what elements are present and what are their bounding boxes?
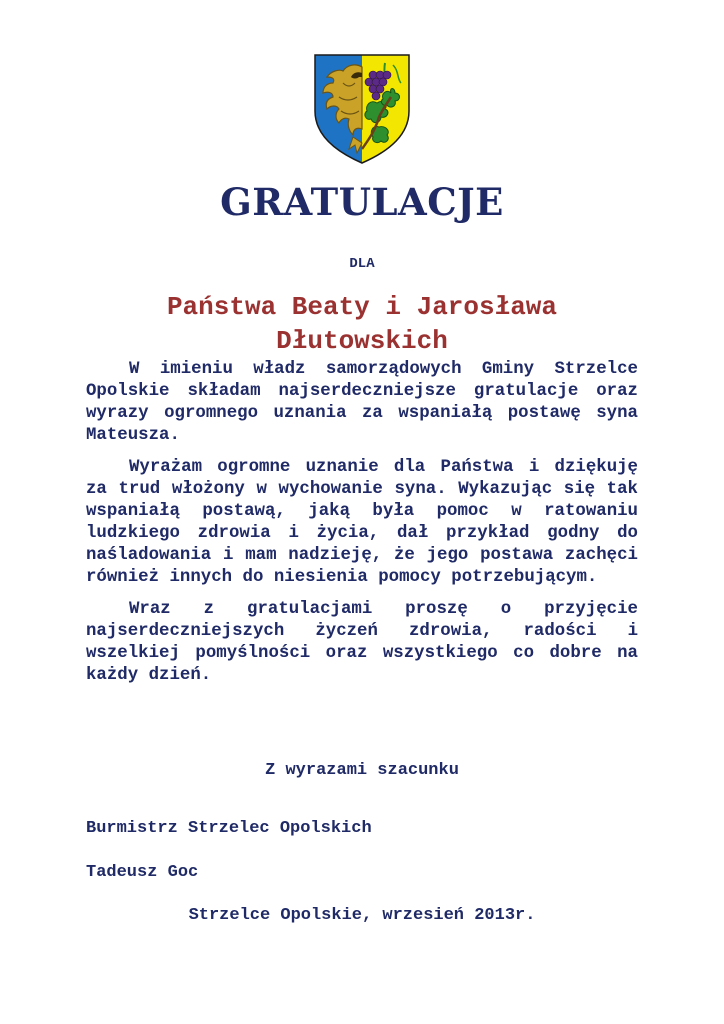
- place-and-date: Strzelce Opolskie, wrzesień 2013r.: [188, 906, 536, 925]
- letter-body: [86, 359, 638, 697]
- signer-name: Tadeusz Goc: [86, 863, 199, 882]
- dla-label: DLA: [349, 256, 375, 272]
- recipient-line-1: Państwa Beaty i Jarosława: [166, 292, 558, 322]
- page-title: GRATULACJE: [220, 180, 504, 224]
- coat-of-arms-icon: [313, 53, 411, 165]
- paragraph-3: Wraz z gratulacjami proszę o przyjęcie najserdeczniejszych życzeń zdrowia, radości i wszelkiej pomyślności oraz wszystkiego co dobre na każdy dzień.: [86, 600, 638, 685]
- signer-title: Burmistrz Strzelec Opolskich: [86, 819, 372, 838]
- paragraph-1: W imieniu władz samorządowych Gminy Strzelce Opolskie składam najserdeczniejsze gratulacje oraz wyrazy ogromnego uznania za wspaniałą postawę syna Mateusza.: [86, 360, 638, 445]
- recipient-name: [60, 290, 664, 358]
- closing-regards: Z wyrazami szacunku: [265, 761, 459, 780]
- paragraph-2: Wyrażam ogromne uznanie dla Państwa i dziękuję za trud włożony w wychowanie syna. Wykazując się tak wspaniałą postawą, jaką była pomoc w ratowaniu ludzkiego zdrowia i życia, dał przykład godny do naśladowania i mam nadzieję, że jego postawa zachęci również innych do niesienia pomocy potrzebującym.: [86, 458, 638, 587]
- recipient-line-2: Dłutowskich: [276, 326, 448, 356]
